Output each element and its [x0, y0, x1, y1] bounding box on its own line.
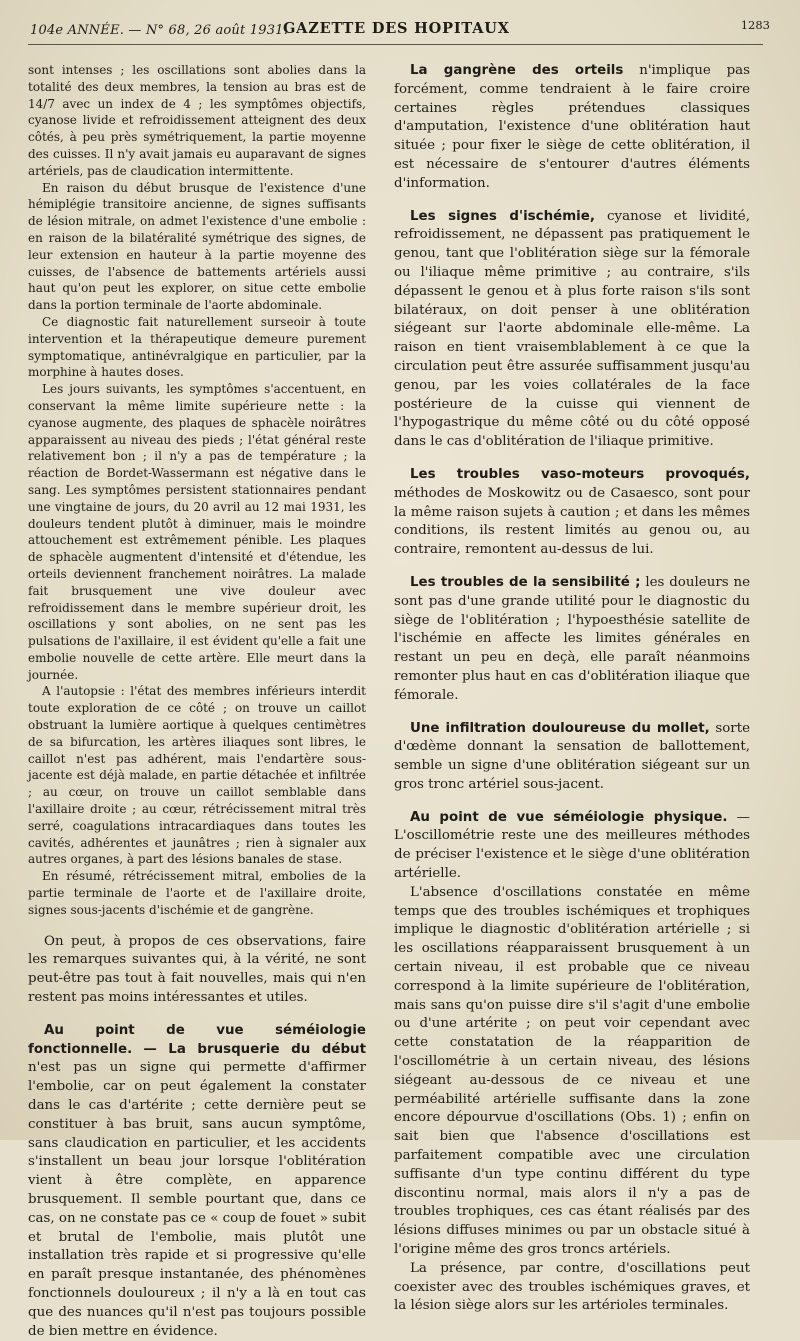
paragraph: Les jours suivants, les symptômes s'accentuent, en conservant la même limite supérieure nette : la cyanose augmente, des plaques de sphacèle noirâtres apparaissent au niveau des pieds ; l'état général reste relativement bon ; il n'y a pas de température ; la réaction de Bordet-Wassermann est négative dans le sang. Les symptômes persistent stationnaires pendant une vingtaine de jours, du 20 avril au 12 mai 1931, les douleurs tendent plutôt à diminuer, mais le moindre attouchement est extrêmement pénible. Les plaques de sphacèle augmentent d'intensité et d'étendue, les orteils deviennent franchement noirâtres. La malade fait brusquement une vive douleur avec refroidissement dans le membre supérieur droit, les oscillations y sont abolies, on ne sent pas les pulsations de l'axillaire, il est évident qu'elle a fait une embolie nouvelle de cette artère. Elle meurt dans la journée. [28, 382, 366, 682]
paragraph [394, 720, 750, 795]
issue-line: 104e ANNÉE. — N° 68, 26 août 1931. [30, 23, 288, 38]
lead-phrase: La gangrène des orteils [410, 63, 624, 78]
lead-phrase: Une infiltration douloureuse du mollet, [410, 720, 710, 736]
paragraph-body: sorte d'œdème donnant la sensation de ballottement, semble un signe d'une oblitération siégeant sur un gros tronc artériel sous-jacent. [394, 720, 750, 792]
paragraph: A l'autopsie : l'état des membres inférieurs interdit toute exploration de ce côté ; on trouve un caillot obstruant la lumière aortique à quelques centimètres de sa bifurcation, les artères iliaques sont libres, le caillot n'est pas adhérent, mais l'endartère sous-jacente est déjà malade, en partie détachée et infiltrée ; au cœur, on trouve un caillot semblable dans l'axillaire droite ; au cœur, rétrécissement mitral très serré, coagulations intracardiaques dans toutes les cavités, adhérentes et jaunâtres ; rien à signaler aux autres organes, à part des lésions banales de stase. [28, 684, 366, 867]
lead-phrase: Les troubles vaso-moteurs provoqués, [410, 466, 750, 482]
paragraph-body: n'implique pas forcément, comme tendraient à le faire croire certaines règles prétendues classiques d'amputation, l'existence d'une oblitération haut située ; pour fixer le siège de cette oblitération, il est nécessaire de s'entourer d'autres éléments d'information. [394, 63, 750, 191]
paragraph: L'absence d'oscillations constatée en même temps que des troubles ischémiques et trophiques implique le diagnostic d'oblitération artérielle ; si les oscillations réapparaissent brusquement à un certain niveau, il est probable que ce niveau correspond à la limite supérieure de l'oblitération, mais sans qu'on puisse dire s'il s'agit d'une embolie ou d'une artérite ; on peut voir cependant avec cette constatation de la réapparition de l'oscillométrie à un certain niveau, des lésions siégeant au-dessous de ce niveau et une perméabilité artérielle suffisante dans la zone encore dépourvue d'oscillations (Obs. 1) ; enfin on sait bien que l'absence d'oscillations est parfaitement compatible avec une circulation suffisante d'un type continu différent du type discontinu normal, mais alors il n'y a pas de troubles trophiques, ces cas étant réalisés par des lésions diffuses minimes ou par un obstacle situé à l'origine même des gros troncs artériels. [394, 884, 750, 1258]
running-header [28, 16, 770, 44]
paragraph-body: n'est pas un signe qui permette d'affirmer l'embolie, car on peut également la constater dans le cas d'artérite ; cette dernière peut se constituer à bas bruit, sans aucun symptôme, sans claudication en particulier, et les accidents s'installent un beau jour lorsque l'oblitération vient à être complète, en apparence brusquement. Il semble pourtant que, dans ce cas, on ne constate pas ce « coup de fouet » subit et brutal de l'embolie, mais plutôt une installation très rapide et si progressive qu'elle en paraît presque instantanée, des phénomènes fonctionnels douloureux ; il n'y a là en tout cas que des nuances qu'il n'est pas toujours possible de bien mettre en évidence. [28, 1060, 366, 1339]
discussion-text [28, 933, 366, 1341]
paragraph [394, 574, 750, 706]
paragraph-body: méthodes de Moskowitz ou de Casaesco, sont pour la même raison sujets à caution ; et dans les mêmes conditions, ils restent limités au genou ou, au contraire, remontent au-dessus de lui. [394, 485, 750, 558]
lead-phrase: Les troubles de la sensibilité ; [410, 574, 641, 590]
paragraph: On peut, à propos de ces observations, faire les remarques suivantes qui, à la vérité, ne sont peut-être pas tout à fait nouvelles, mais qui n'en restent pas moins intéressantes et utiles. [28, 933, 366, 1006]
page-number: 1283 [740, 18, 770, 32]
paragraph: La présence, par contre, d'oscillations peut coexister avec des troubles ischémiques graves, et la lésion siège alors sur les artérioles terminales. [394, 1260, 750, 1314]
header-rule [28, 44, 763, 45]
lead-phrase: Les signes d'ischémie, [410, 208, 595, 224]
section-heading: Au point de vue séméiologie physique. [410, 809, 728, 825]
section-paragraph [394, 809, 750, 884]
right-column [394, 62, 750, 1316]
lead-phrase: — La brusquerie du début [143, 1041, 366, 1057]
left-column [28, 62, 366, 1341]
paragraph: Ce diagnostic fait naturellement surseoir à toute intervention et la thérapeutique demeure purement symptomatique, antinévralgique en particulier, par la morphine à hautes doses. [28, 314, 366, 380]
paragraph-body: — L'oscillométrie reste une des meilleures méthodes de préciser l'existence et le siège d'une oblitération artérielle. [394, 809, 750, 882]
paragraph-body: les douleurs ne sont pas d'une grande utilité pour le diagnostic du siège de l'oblitération ; l'hypoesthésie satellite de l'ischémie en affecte les limites générales en restant un peu en deçà, elle paraît néanmoins remonter plus haut en cas d'oblitération iliaque que fémorale. [394, 574, 750, 703]
paragraph: En raison du début brusque de l'existence d'une hémiplégie transitoire ancienne, de signes suffisants de lésion mitrale, on admet l'existence d'une embolie : en raison de la bilatéralité symétrique des signes, de leur extension en hauteur à la partie moyenne des cuisses, de l'absence de battements artériels aussi haut qu'on peut les explorer, on situe cette embolie dans la portion terminale de l'aorte abdominale. [28, 180, 366, 313]
paragraph [394, 62, 750, 194]
paragraph: sont intenses ; les oscillations sont abolies dans la totalité des deux membres, la tension au bras est de 14/7 avec un index de 4 ; les symptômes objectifs, cyanose livide et refroidissement atteignent des deux côtés, à peu près symétriquement, la partie moyenne des cuisses. Il n'y avait jamais eu auparavant de signes artériels, pas de claudication intermittente. [28, 63, 366, 178]
paragraph: En résumé, rétrécissement mitral, embolies de la partie terminale de l'aorte et de l'axillaire droite, signes sous-jacents d'ischémie et de gangrène. [28, 869, 366, 917]
journal-title: GAZETTE DES HOPITAUX [283, 20, 510, 37]
paragraph-body: cyanose et lividité, refroidissement, ne dépassent pas pratiquement le genou, tant que l'oblitération siège sur la fémorale ou l'iliaque même primitive ; au contraire, s'ils dépassent le genou et à plus forte raison s'ils sont bilatéraux, on doit penser à une oblitération siégeant sur l'aorte abdominale elle-même. La raison en tient vraisemblablement à ce que la circulation peut être assurée suffisamment jusqu'au genou, par les voies collatérales de la face postérieure de la cuisse qui viennent de l'hypogastrique du même côté ou du côté opposé dans le cas d'oblitération de l'iliaque primitive. [394, 208, 750, 450]
paragraph [394, 466, 750, 560]
section-heading: Au point de vue séméiologie fonctionnelle. [28, 1022, 366, 1057]
paragraph [394, 208, 750, 452]
observation-text [28, 62, 366, 919]
section-paragraph [28, 1022, 366, 1341]
